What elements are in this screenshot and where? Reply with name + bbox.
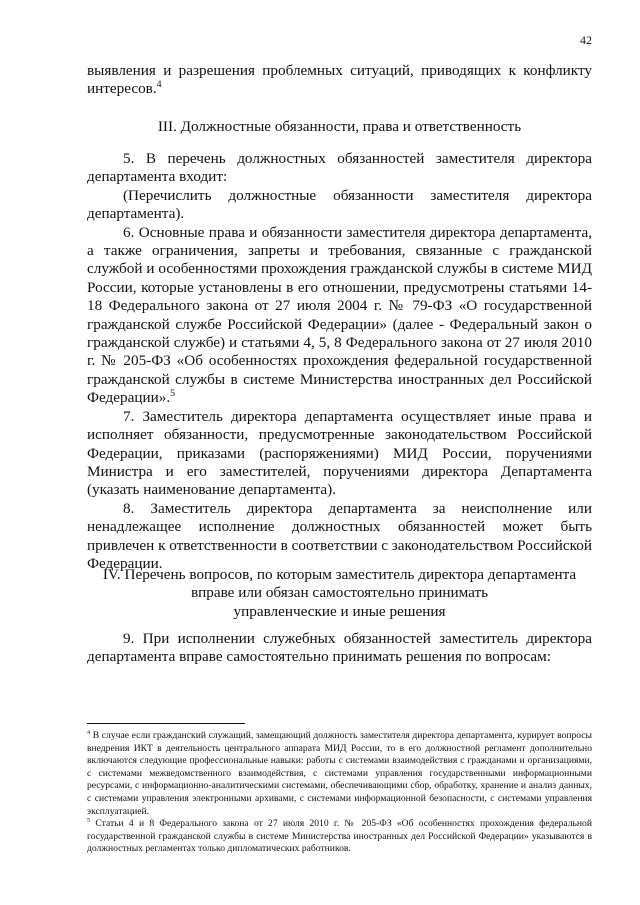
paragraph-8: 8. Заместитель директора департамента за неисполнение или ненадлежащее исполнение должностных обязанностей может быть привлечен к ответственности в соответствии с законодательством Российской Федерации. xyxy=(87,499,592,572)
section-4-heading-line-2: вправе или обязан самостоятельно принимать xyxy=(190,584,489,602)
page-number: 42 xyxy=(580,33,592,47)
section-3 xyxy=(87,118,592,136)
paragraph-5-placeholder: (Перечислить должностные обязанности заместителя директора департамента). xyxy=(87,186,592,223)
section-4-heading-line-3: управленческие и иные решения xyxy=(233,602,446,620)
paragraph-6: 6. Основные права и обязанности заместителя директора департамента, а также ограничения, запреты и требования, связанные с гражданской службой и особенностями прохождения гражданской службы в системе МИД России, которые установлены в его отношении, предусмотрены статьями 14-18 Федерального закона от 27 июля 2004 г. № 79-ФЗ «О государственной гражданской службе Российской Федерации» (далее - Федеральный закон о гражданской службе) и статьями 4, 5, 8 Федерального закона от 27 июля 2010 г. № 205-ФЗ «Об особенностях прохождения федеральной государственной гражданской службы в системе Министерства иностранных дел Российской Федерации». xyxy=(87,223,592,407)
footnote-4 xyxy=(87,730,592,818)
section-4-body xyxy=(87,630,592,667)
footnote-5-marker: 5 xyxy=(87,816,91,824)
section-4-heading-line-1: IV. Перечень вопросов, по которым заместитель директора департамента xyxy=(102,566,577,583)
continuation-paragraph xyxy=(87,62,592,99)
footnote-ref-4: 4 xyxy=(156,79,162,91)
footnote-4-marker: 4 xyxy=(87,728,91,736)
paragraph-7: 7. Заместитель директора департамента осуществляет иные права и исполняет обязанности, предусмотренные законодательством Российской Федерации, приказами (распоряжениями) МИД России, поручениями Министра и его заместителей, поручениями директора Департамента (указать наименование департамента). xyxy=(87,407,592,499)
footnote-5-text: Статьи 4 и 8 Федерального закона от 27 июля 2010 г. № 205-ФЗ «Об особенностях прохождения федеральной государственной гражданской службы в системе Министерства иностранных дел Российской Федерации» указываются в должностных регламентах только дипломатических работников. xyxy=(87,818,592,855)
paragraph-5: 5. В перечень должностных обязанностей заместителя директора департамента входит: xyxy=(87,150,592,186)
section-3-body xyxy=(87,150,592,573)
footnote-divider xyxy=(87,723,245,724)
section-4-heading xyxy=(87,566,592,621)
paragraph-9: 9. При исполнении служебных обязанностей заместитель директора департамента вправе самостоятельно принимать решения по вопросам: xyxy=(87,630,592,666)
section-3-heading: III. Должностные обязанности, права и ответственность xyxy=(157,118,522,135)
footnote-5 xyxy=(87,818,592,856)
footnote-ref-5: 5 xyxy=(170,388,176,400)
footnotes xyxy=(87,730,592,856)
footnote-4-text: В случае если гражданский служащий, замещающий должность заместителя директора департамента, курирует вопросы внедрения ИКТ в деятельность центрального аппарата МИД России, то в его должностной регламент дополнительно включаются следующие профессиональные навыки: работы с системами взаимодействия с гражданами и организациями, с системами межведомственного взаимодействия, с системами управления государственными информационными ресурсами, с информационно-аналитическими системами, обеспечивающими сбор, обработку, хранение и анализ данных, с системами управления электронными архивами, с системами информационной безопасности, с системами управления эксплуатацией. xyxy=(87,730,592,817)
continuation-text: выявления и разрешения проблемных ситуаций, приводящих к конфликту интересов. xyxy=(87,62,592,98)
